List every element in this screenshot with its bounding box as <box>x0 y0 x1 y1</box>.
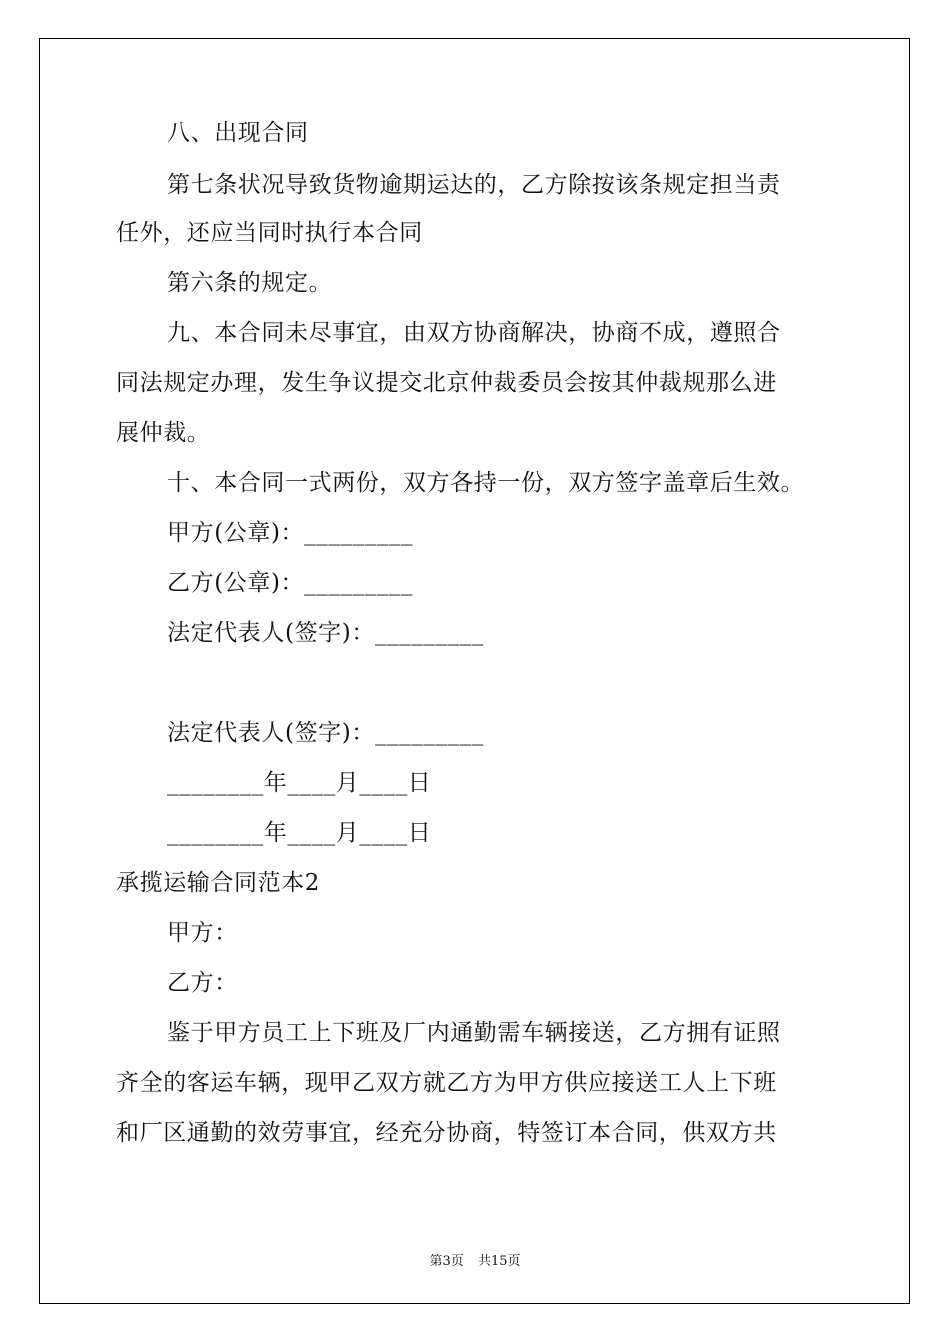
paragraph-line: 第六条的规定。 <box>167 270 333 296</box>
section-9-line: 九、本合同未尽事宜，由双方协商解决，协商不成，遵照合 <box>167 320 781 346</box>
party-a-seal-line: 甲方(公章)：_________ <box>167 520 414 546</box>
preamble-line: 齐全的客运车辆，现甲乙双方就乙方为甲方供应接送工人上下班 <box>116 1070 777 1096</box>
preamble-line: 和厂区通勤的效劳事宜，经充分协商，特签订本合同，供双方共 <box>116 1120 777 1146</box>
section-10-line: 十、本合同一式两份，双方各持一份，双方签字盖章后生效。 <box>167 470 805 496</box>
party-a-label: 甲方： <box>167 920 238 946</box>
paragraph-line: 同法规定办理，发生争议提交北京仲裁委员会按其仲裁规那么进 <box>116 370 777 396</box>
paragraph-line: 展仲裁。 <box>116 420 211 446</box>
party-b-label: 乙方： <box>167 970 238 996</box>
legal-rep-signature-line: 法定代表人(签字)：_________ <box>167 620 484 646</box>
date-line: ________年____月____日 <box>167 770 432 796</box>
page-total: 共15页 <box>477 1254 521 1269</box>
contract-title: 承揽运输合同范本2 <box>116 870 321 896</box>
party-b-seal-line: 乙方(公章)：_________ <box>167 570 414 596</box>
section-8-heading: 八、出现合同 <box>167 120 309 146</box>
page-number: 第3页 <box>429 1254 464 1269</box>
preamble-line: 鉴于甲方员工上下班及厂内通勤需车辆接送，乙方拥有证照 <box>167 1020 781 1046</box>
legal-rep-signature-line: 法定代表人(签字)：_________ <box>167 720 484 746</box>
paragraph-line: 第七条状况导致货物逾期运达的，乙方除按该条规定担当责 <box>167 172 781 198</box>
date-line: ________年____月____日 <box>167 820 432 846</box>
paragraph-line: 任外，还应当同时执行本合同 <box>116 220 423 246</box>
page-footer <box>0 1250 950 1269</box>
